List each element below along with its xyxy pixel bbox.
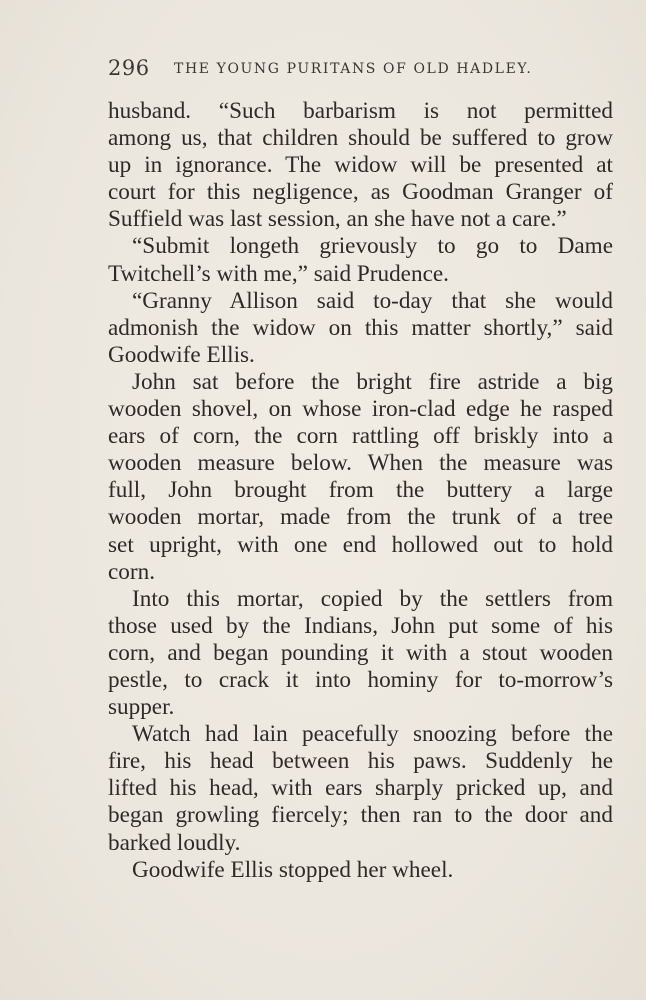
- text-line: wooden measure below. When the measure was: [108, 450, 613, 477]
- text-line: “Submit longeth grievously to go to Dame: [132, 233, 613, 260]
- text-line: Into this mortar, copied by the settlers from: [132, 585, 613, 612]
- text-line: lifted his head, with ears sharply pricked up, and: [108, 775, 613, 802]
- text-line: “Granny Allison said to-day that she would: [132, 287, 613, 314]
- body-text: [108, 98, 613, 884]
- text-line: court for this negligence, as Goodman Granger of: [108, 179, 613, 206]
- text-line: Watch had lain peacefully snoozing before the: [132, 721, 613, 748]
- text-line: Goodwife Ellis stopped her wheel.: [132, 856, 454, 883]
- text-line: corn.: [108, 558, 155, 585]
- text-line: full, John brought from the buttery a large: [108, 477, 613, 504]
- text-line: among us, that children should be suffered to grow: [108, 125, 613, 152]
- text-line: wooden shovel, on whose iron-clad edge he rasped: [108, 396, 613, 423]
- text-line: admonish the widow on this matter shortly,” said: [108, 314, 613, 341]
- text-line: Twitchell’s with me,” said Prudence.: [108, 260, 449, 287]
- text-line: John sat before the bright fire astride a big: [132, 368, 613, 395]
- text-line: ears of corn, the corn rattling off briskly into a: [108, 423, 613, 450]
- text-line: up in ignorance. The widow will be presented at: [108, 152, 613, 179]
- text-line: supper.: [108, 694, 175, 721]
- text-line: those used by the Indians, John put some of his: [108, 612, 613, 639]
- text-line: Suffield was last session, an she have not a care.”: [108, 206, 567, 233]
- text-line: barked loudly.: [108, 829, 241, 856]
- page-number: 296: [108, 56, 150, 80]
- text-line: husband. “Such barbarism is not permitted: [108, 98, 613, 124]
- text-line: corn, and began pounding it with a stout wooden: [108, 639, 613, 666]
- text-line: Goodwife Ellis.: [108, 341, 255, 368]
- text-line: fire, his head between his paws. Suddenly he: [108, 748, 613, 775]
- text-line: began growling fiercely; then ran to the door and: [108, 802, 613, 829]
- text-line: wooden mortar, made from the trunk of a tree: [108, 504, 613, 531]
- text-line: pestle, to crack it into hominy for to-morrow’s: [108, 666, 613, 693]
- running-head: THE YOUNG PURITANS OF OLD HADLEY.: [174, 61, 533, 77]
- text-line: set upright, with one end hollowed out to hold: [108, 531, 613, 558]
- page-header: [108, 56, 613, 84]
